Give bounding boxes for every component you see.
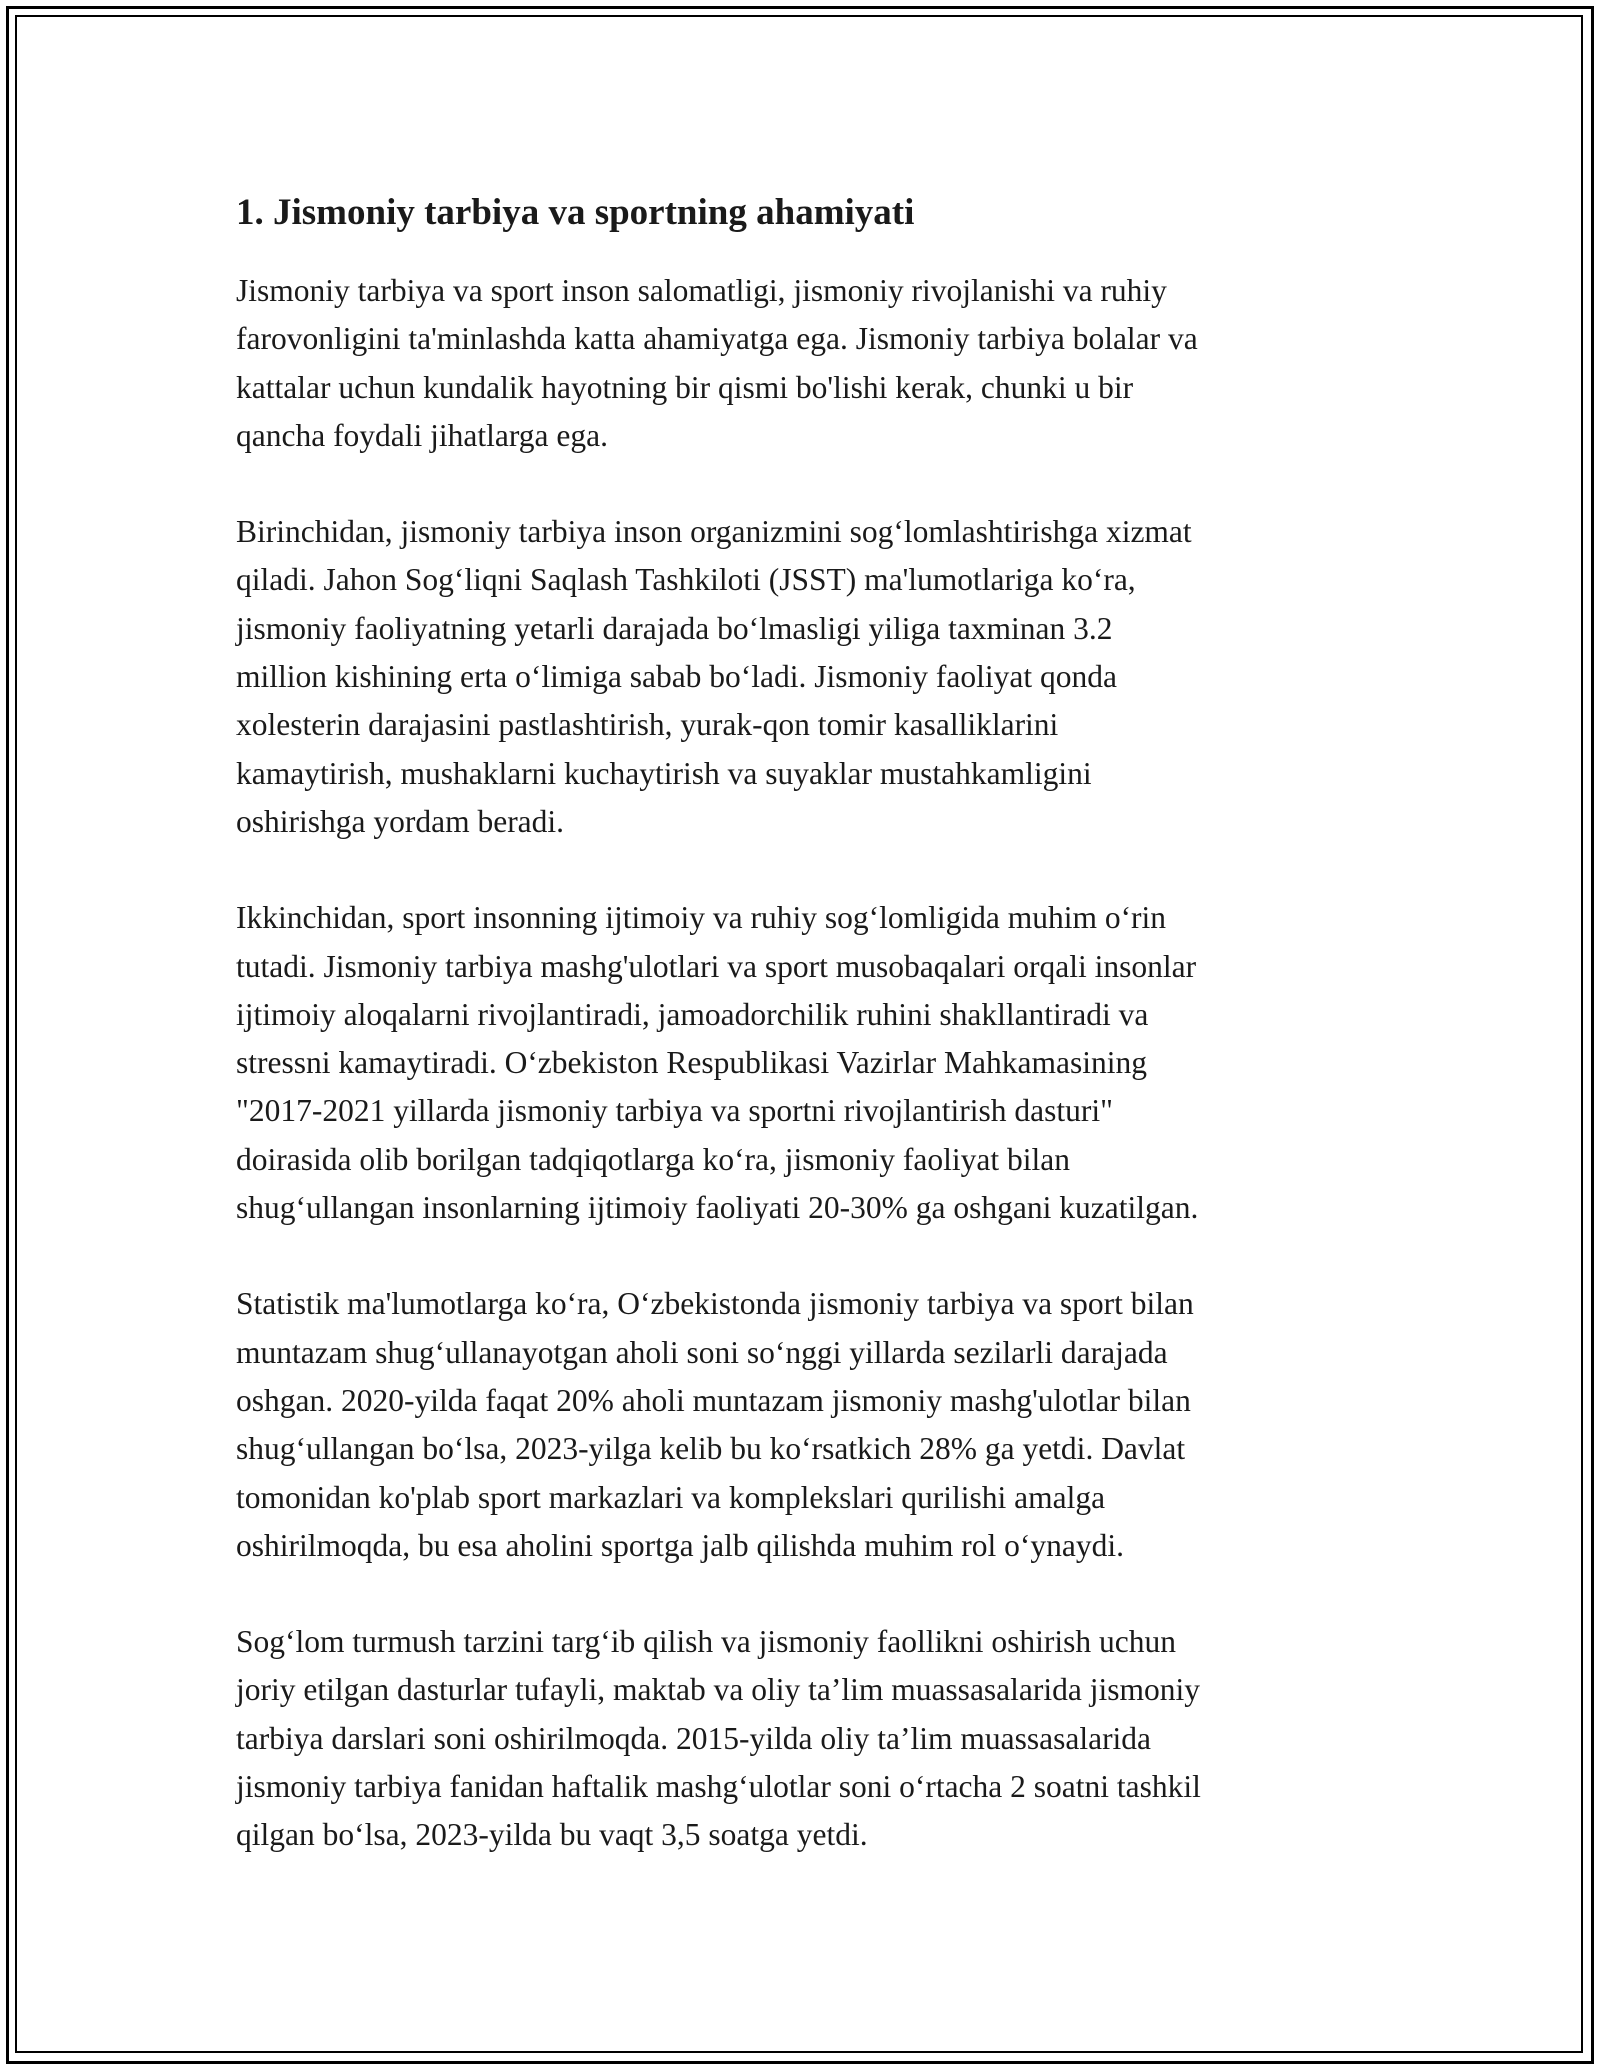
text-line: jismoniy tarbiya fanidan haftalik mashg‘ulotlar soni o‘rtacha 2 soatni tashkil bbox=[236, 1769, 1201, 1805]
text-line: oshirilmoqda, bu esa aholini sportga jalb qilishda muhim rol o‘ynaydi. bbox=[236, 1527, 1124, 1563]
text-line: qilgan bo‘lsa, 2023-yilda bu vaqt 3,5 soatga yetdi. bbox=[236, 1817, 868, 1853]
text-line: tutadi. Jismoniy tarbiya mashg'ulotlari va sport musobaqalari orqali insonlar bbox=[236, 948, 1197, 984]
text-line: tomonidan ko'plab sport markazlari va komplekslari qurilishi amalga bbox=[236, 1479, 1106, 1515]
text-line: "2017-2021 yillarda jismoniy tarbiya va sportni rivojlantirish dasturi" bbox=[236, 1093, 1113, 1129]
text-line: oshgan. 2020-yilda faqat 20% aholi muntazam jismoniy mashg'ulotlar bilan bbox=[236, 1382, 1191, 1418]
text-line: Statistik ma'lumotlarga ko‘ra, O‘zbekistonda jismoniy tarbiya va sport bilan bbox=[236, 1286, 1194, 1322]
text-line: stressni kamaytiradi. O‘zbekiston Respublikasi Vazirlar Mahkamasining bbox=[236, 1045, 1147, 1081]
text-line: jismoniy faoliyatning yetarli darajada bo‘lmasligi yiliga taxminan 3.2 bbox=[236, 610, 1113, 646]
text-line: xolesterin darajasini pastlashtirish, yurak-qon tomir kasalliklarini bbox=[236, 707, 1059, 743]
text-line: kattalar uchun kundalik hayotning bir qismi bo'lishi kerak, chunki u bir bbox=[236, 369, 1134, 405]
page-title: 1. Jismoniy tarbiya va sportning ahamiyati bbox=[236, 192, 915, 233]
text-line: ijtimoiy aloqalarni rivojlantiradi, jamoadorchilik ruhini shakllantiradi va bbox=[236, 996, 1149, 1032]
text-line: Birinchidan, jismoniy tarbiya inson organizmini sog‘lomlashtirishga xizmat bbox=[236, 514, 1192, 550]
text-line: doirasida olib borilgan tadqiqotlarga ko‘ra, jismoniy faoliyat bilan bbox=[236, 1141, 1070, 1177]
paragraph-first-point bbox=[236, 508, 1386, 846]
text-line: million kishining erta o‘limiga sabab bo‘ladi. Jismoniy faoliyat qonda bbox=[236, 659, 1117, 695]
text-line: joriy etilgan dasturlar tufayli, maktab va oliy ta’lim muassasalarida jismoniy bbox=[236, 1672, 1201, 1708]
text-line: kamaytirish, mushaklarni kuchaytirish va suyaklar mustahkamligini bbox=[236, 755, 1092, 791]
text-line: Jismoniy tarbiya va sport inson salomatligi, jismoniy rivojlanishi va ruhiy bbox=[236, 273, 1167, 308]
paragraph-education bbox=[236, 1618, 1386, 1859]
text-line: qiladi. Jahon Sog‘liqni Saqlash Tashkiloti (JSST) ma'lumotlariga ko‘ra, bbox=[236, 562, 1136, 598]
text-line: farovonligini ta'minlashda katta ahamiyatga ega. Jismoniy tarbiya bolalar va bbox=[236, 321, 1198, 357]
text-line: oshirishga yordam beradi. bbox=[236, 803, 565, 839]
text-line: qancha foydali jihatlarga ega. bbox=[236, 417, 609, 453]
text-line: Ikkinchidan, sport insonning ijtimoiy va ruhiy sog‘lomligida muhim o‘rin bbox=[236, 900, 1167, 936]
text-line: muntazam shug‘ullanayotgan aholi soni so‘nggi yillarda sezilarli darajada bbox=[236, 1334, 1168, 1370]
text-line: tarbiya darslari soni oshirilmoqda. 2015-yilda oliy ta’lim muassasalarida bbox=[236, 1720, 1152, 1756]
document-body bbox=[236, 186, 1386, 1908]
paragraph-intro bbox=[236, 267, 1386, 460]
text-line: Sog‘lom turmush tarzini targ‘ib qilish va jismoniy faollikni oshirish uchun bbox=[236, 1624, 1176, 1660]
text-line: shug‘ullangan insonlarning ijtimoiy faoliyati 20-30% ga oshgani kuzatilgan. bbox=[236, 1190, 1199, 1226]
text-line: shug‘ullangan bo‘lsa, 2023-yilga kelib bu ko‘rsatkich 28% ga yetdi. Davlat bbox=[236, 1431, 1186, 1467]
paragraph-statistics bbox=[236, 1280, 1386, 1570]
paragraph-second-point bbox=[236, 894, 1386, 1232]
